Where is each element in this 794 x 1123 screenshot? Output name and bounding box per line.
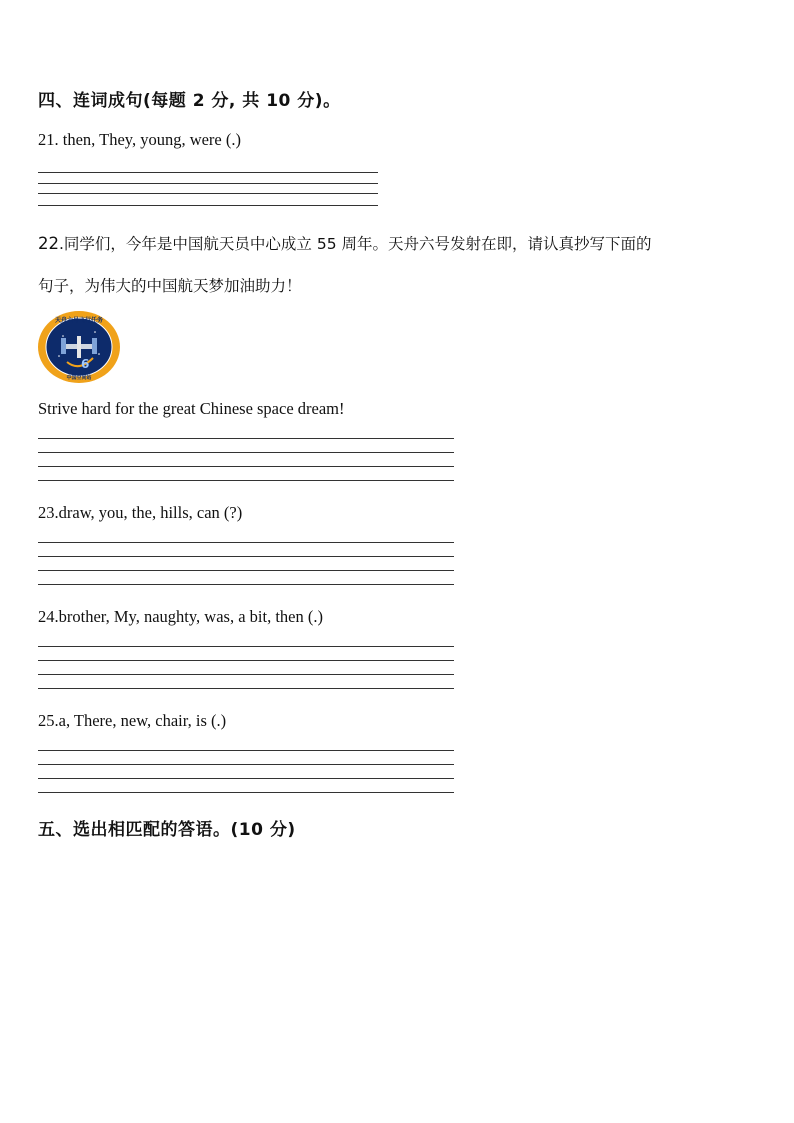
answer-line [38,193,378,194]
question-21 [38,130,241,150]
answer-line [38,674,454,675]
answer-line [38,750,454,751]
svg-text:6: 6 [81,357,90,371]
question-24 [38,607,323,627]
copy-sentence: Strive hard for the great Chinese space dream! [38,399,345,418]
question-22 [38,232,652,254]
mission-badge-icon [37,310,121,384]
section-5-title: 五、选出相匹配的答语。(10 分) [38,820,296,840]
section-4-title: 四、连词成句(每题 2 分, 共 10 分)。 [38,91,341,111]
question-number: 21 [38,130,55,149]
answer-line [38,205,378,206]
question-text-line1: .同学们，今年是中国航天员中心成立 55 周年。天舟六号发射在即，请认真抄写下面的 [59,235,652,253]
answer-line [38,452,454,453]
question-number: 23 [38,503,55,522]
question-25 [38,711,226,731]
question-number: 25 [38,711,55,730]
answer-line [38,183,378,184]
question-text: .draw, you, the, hills, can (?) [54,503,243,522]
answer-line [38,646,454,647]
question-text: . then, They, young, were (.) [54,130,241,149]
question-22-line2: 句子，为伟大的中国航天梦加油助力！ [38,277,302,295]
question-text: .brother, My, naughty, was, a bit, then (.) [54,607,323,626]
badge-text-bottom: 中国空间站 [66,375,92,381]
answer-line [38,660,454,661]
question-text: .a, There, new, chair, is (.) [54,711,227,730]
answer-line [38,764,454,765]
answer-line [38,584,454,585]
answer-line [38,570,454,571]
question-23 [38,503,242,523]
answer-line [38,556,454,557]
answer-line [38,466,454,467]
question-number: 22 [38,234,59,253]
answer-line [38,172,378,173]
answer-line [38,438,454,439]
question-number: 24 [38,607,55,626]
answer-line [38,792,454,793]
answer-line [38,778,454,779]
answer-line [38,688,454,689]
answer-line [38,542,454,543]
badge-text-top: 天舟六号飞行任务 [54,317,104,324]
answer-line [38,480,454,481]
